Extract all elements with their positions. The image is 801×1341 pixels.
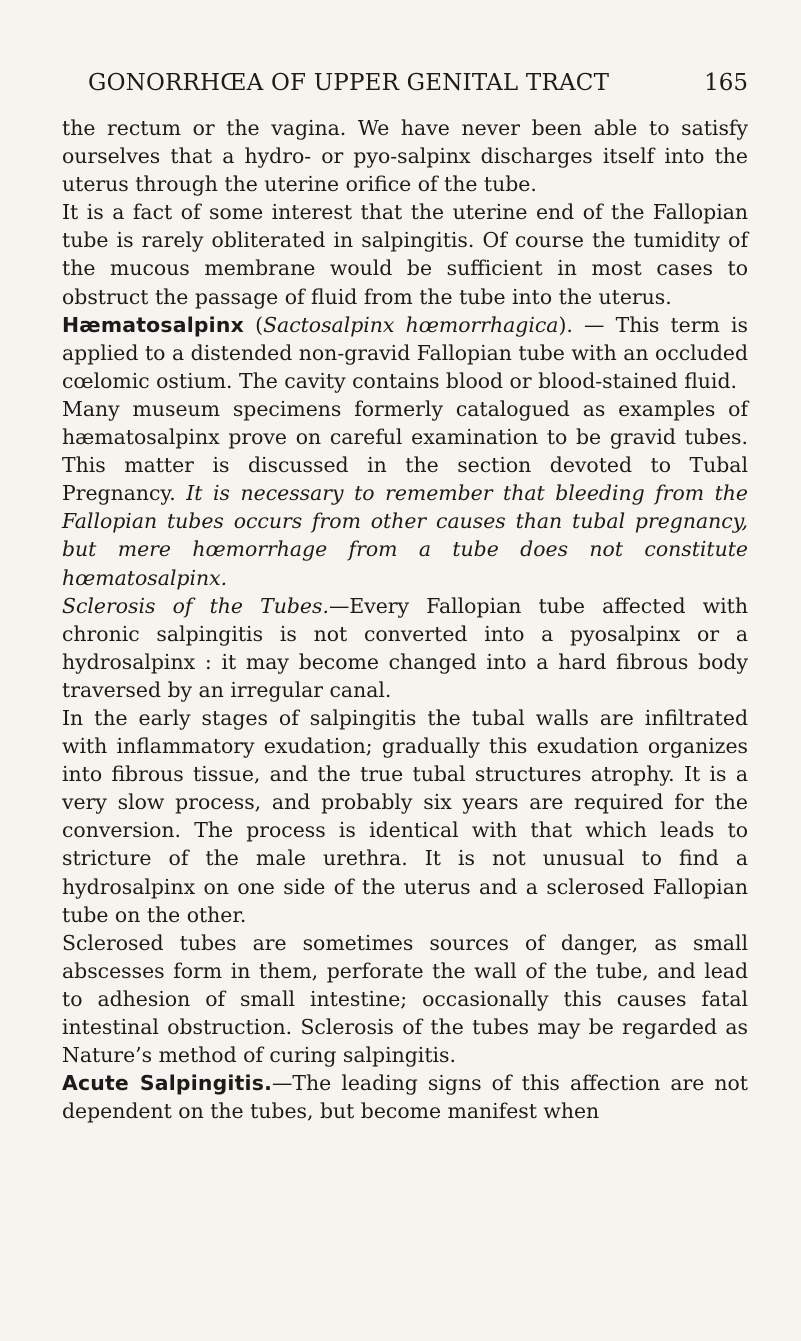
paragraph-text: ( xyxy=(243,312,264,337)
paragraph-text: —The leading signs of this affection are not dependent on the tubes, but become manifest when xyxy=(62,1071,749,1124)
paragraph: In the early stages of salpingitis the tubal walls are infiltrated with inflammatory exudation; gradually this exudation organizes into fibrous tissue, and the true tubal structures atrophy. It is a very slow process, and probably six years are required for the conversion. The process is identical with that which leads to stricture of the male urethra. It is not unusual to find a hydrosalpinx on one side of the uterus and a sclerosed Fallopian tube on the other. xyxy=(62,705,748,927)
italic-synonym: Sactosalpinx hœmorrhagica xyxy=(263,312,559,337)
paragraph-text: ). — This term is applied to a distended non-gravid Fallopian tube with an occluded cœlomic ostium. The cavity contains blood or blood-stained fluid. xyxy=(62,312,748,393)
paragraph-text: —Every Fallopian tube affected with chronic salpingitis is not converted into a pyosalpinx or a hydrosalpinx : it may become changed into a hard fibrous body traversed by an irregular canal. xyxy=(62,593,748,702)
paragraph: It is a fact of some interest that the uterine end of the Fallopian tube is rarely obliterated in salpingitis. Of course the tumidity of the mucous membrane would be sufficient in most cases to obstruct the passage of fluid from the tube into the uterus. xyxy=(62,200,748,309)
section-heading-haematosalpinx: Hæmatosalpinx xyxy=(62,312,244,337)
paragraph xyxy=(62,592,748,704)
paragraph-text: Many museum specimens formerly catalogued as examples of hæmatosalpinx prove on careful examination to be gravid tubes. This matter is discussed in the section devoted to Tubal Pregnancy. xyxy=(62,396,748,506)
italic-emphasis: It is necessary to remember that bleeding from the Fallopian tubes occurs from other causes than tubal pregnancy, but mere hœmorrhage from a tube does not constitute hœmatosalpinx. xyxy=(62,481,749,590)
section-heading-acute-salpingitis: Acute Salpingitis. xyxy=(62,1071,273,1096)
paragraph xyxy=(62,395,748,592)
paragraph xyxy=(62,1069,748,1125)
running-title: GONORRHŒA OF UPPER GENITAL TRACT xyxy=(88,70,610,96)
paragraph xyxy=(62,311,748,395)
body-text xyxy=(62,114,748,1125)
section-heading-sclerosis: Sclerosis of the Tubes. xyxy=(62,593,329,618)
paragraph: Sclerosed tubes are sometimes sources of danger, as small abscesses form in them, perforate the wall of the tube, and lead to adhesion of small intestine; occasionally this causes fatal intestinal obstruction. Sclerosis of the tubes may be regarded as Nature’s method of curing salpingitis. xyxy=(62,930,748,1068)
paragraph: the rectum or the vagina. We have never been able to satisfy ourselves that a hydro- or pyo-salpinx discharges itself into the uterus through the uterine orifice of the tube. xyxy=(62,116,748,197)
page-number: 165 xyxy=(704,70,748,96)
running-head xyxy=(88,70,748,104)
